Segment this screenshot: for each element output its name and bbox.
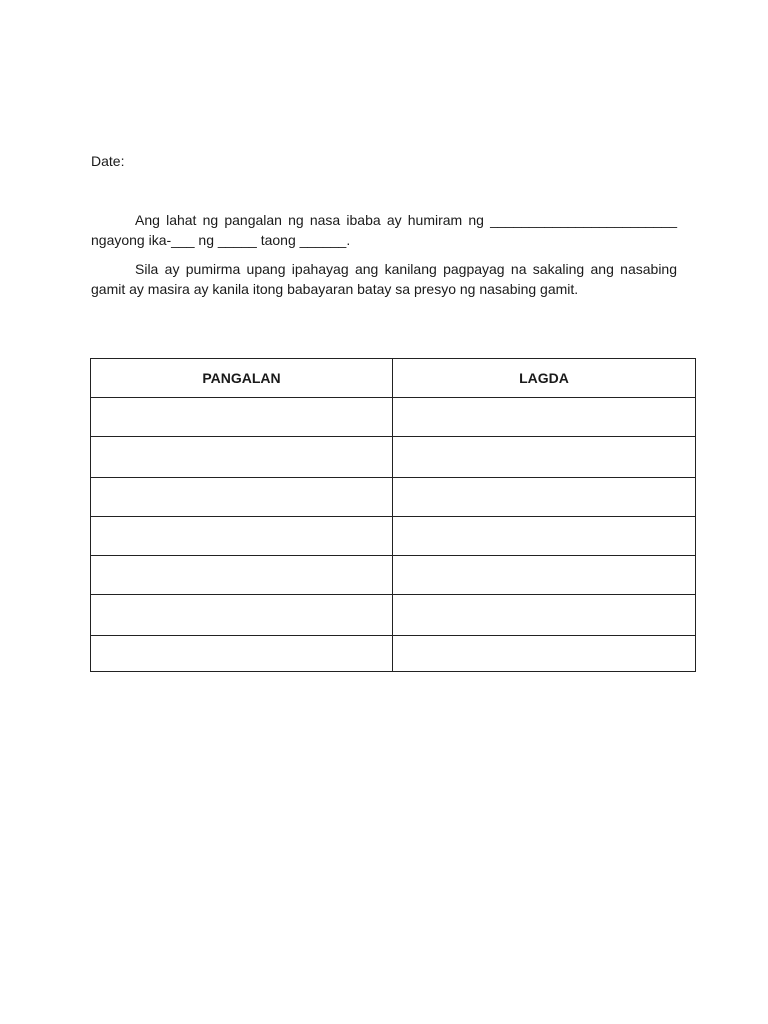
agreement-paragraph: Sila ay pumirma upang ipahayag ang kanilang pagpayag na sakaling ang nasabing gamit ay masira ay kanila itong babayaran batay sa presyo ng nasabing gamit. (91, 261, 677, 297)
name-cell[interactable] (91, 636, 393, 672)
signature-table (90, 358, 696, 672)
name-cell[interactable] (91, 398, 393, 437)
header-lagda: LAGDA (393, 359, 696, 398)
signature-cell[interactable] (393, 437, 696, 478)
signature-cell[interactable] (393, 595, 696, 636)
table-row (91, 636, 696, 672)
borrow-statement-paragraph: Ang lahat ng pangalan ng nasa ibaba ay humiram ng ________________________ ngayong ika-___ ng _____ taong ______. (91, 212, 677, 248)
signature-cell[interactable] (393, 398, 696, 437)
table-row (91, 398, 696, 437)
table-row (91, 437, 696, 478)
name-cell[interactable] (91, 517, 393, 556)
name-cell[interactable] (91, 595, 393, 636)
signature-cell[interactable] (393, 636, 696, 672)
table-header-row (91, 359, 696, 398)
name-cell[interactable] (91, 478, 393, 517)
table-row (91, 595, 696, 636)
signature-cell[interactable] (393, 478, 696, 517)
signature-cell[interactable] (393, 556, 696, 595)
date-label: Date: (91, 153, 125, 169)
name-cell[interactable] (91, 437, 393, 478)
table-row (91, 556, 696, 595)
table-row (91, 517, 696, 556)
header-pangalan: PANGALAN (91, 359, 393, 398)
name-cell[interactable] (91, 556, 393, 595)
signature-cell[interactable] (393, 517, 696, 556)
table-row (91, 478, 696, 517)
